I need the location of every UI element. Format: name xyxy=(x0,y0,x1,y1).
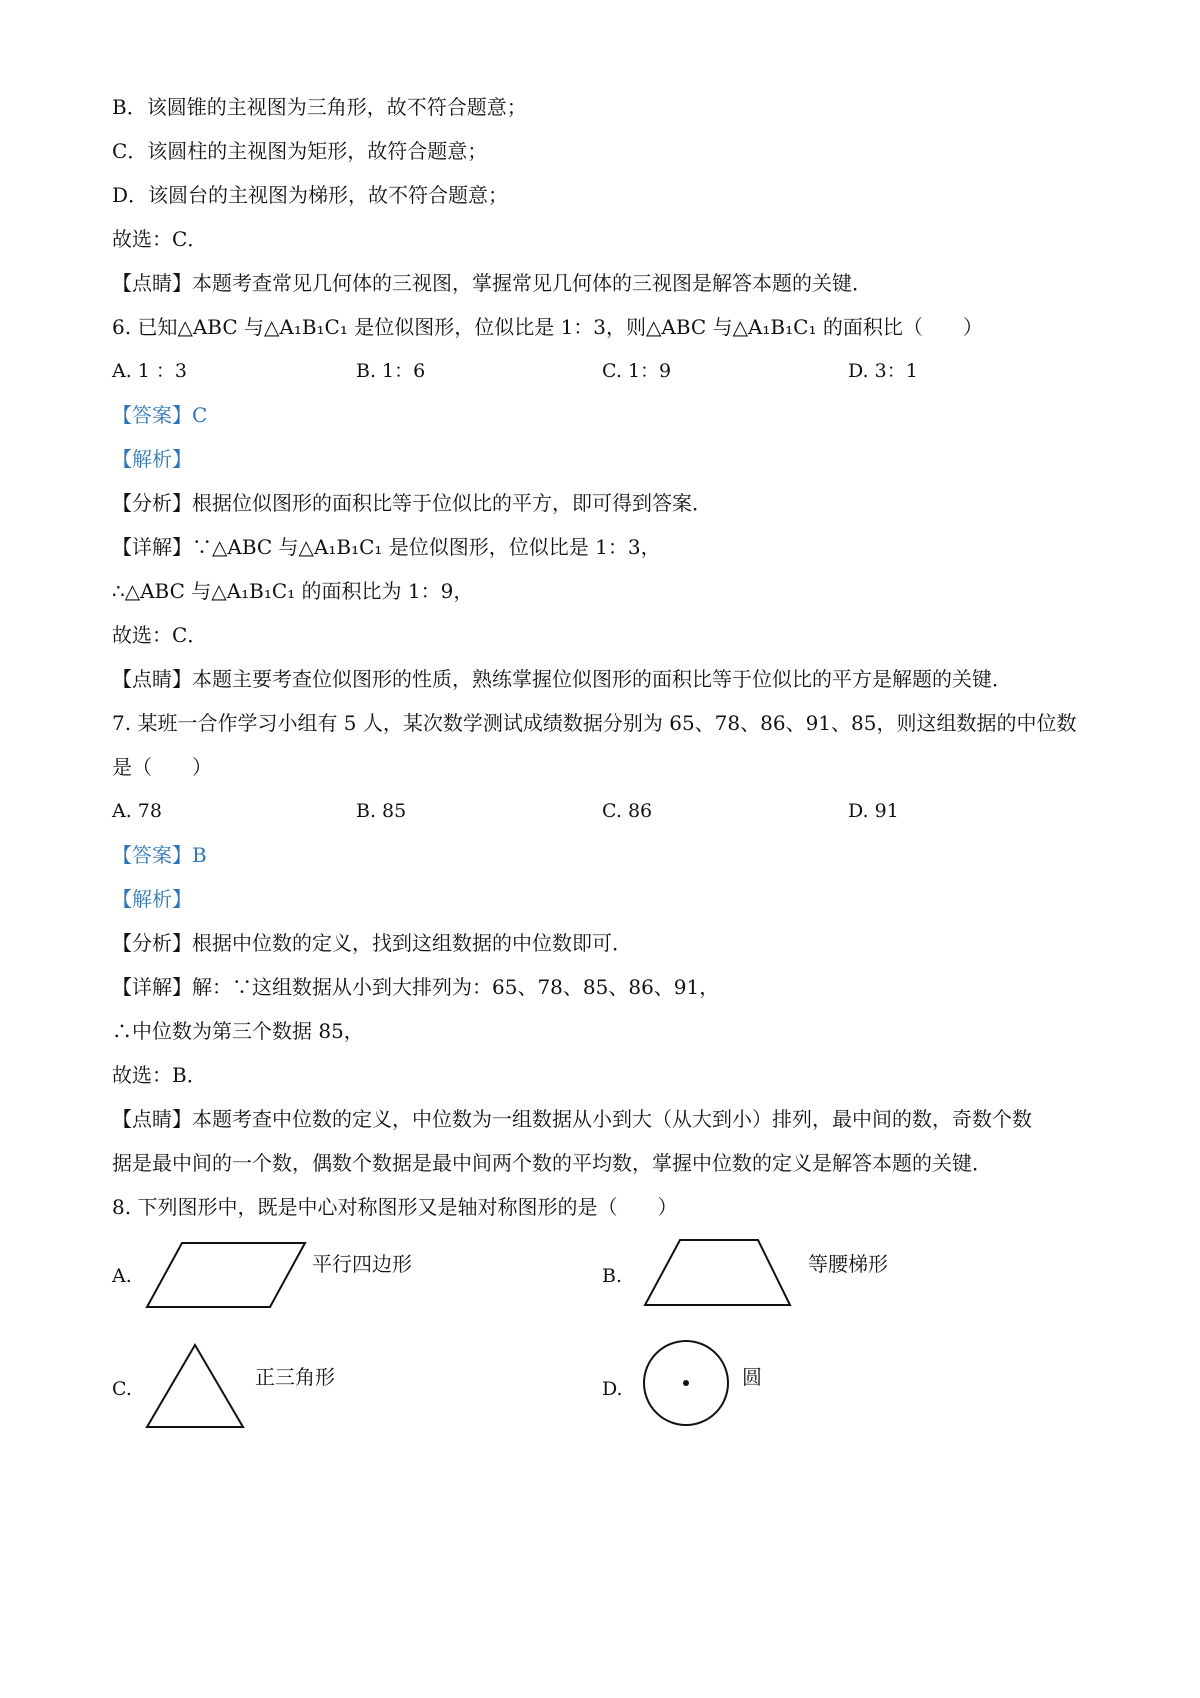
q7-option-a: A. 78 xyxy=(112,800,162,822)
q6-option-a: A. 1 ：3 xyxy=(112,360,188,382)
q6-choice: 故选：C． xyxy=(112,623,208,647)
comment-line: 【点睛】本题考查常见几何体的三视图，掌握常见几何体的三视图是解答本题的关键． xyxy=(112,271,872,295)
q7-detail: 【详解】解：∵这组数据从小到大排列为：65、78、85、86、91， xyxy=(112,975,720,999)
q7-comment-1: 【点睛】本题考查中位数的定义，中位数为一组数据从小到大（从大到小）排列，最中间的数，奇数个数 xyxy=(112,1107,1032,1131)
q8-option-c-letter: C. xyxy=(112,1378,132,1400)
question-7: 7. 某班一合作学习小组有 5 人，某次数学测试成绩数据分别为 65、78、86、91、85，则这组数据的中位数 xyxy=(112,711,1077,735)
q8-option-a-letter: A. xyxy=(112,1265,132,1287)
q6-option-c: C. 1：9 xyxy=(602,360,672,382)
q8-option-b-label: 等腰梯形 xyxy=(808,1252,888,1276)
q6-answer: 【答案】C xyxy=(112,403,208,427)
q7-option-c: C. 86 xyxy=(602,800,653,822)
q8-option-b-letter: B. xyxy=(602,1265,623,1287)
solution-line-d: D．该圆台的主视图为梯形，故不符合题意； xyxy=(112,183,509,207)
triangle-figure xyxy=(147,1345,243,1427)
q6-analysis: 【分析】根据位似图形的面积比等于位似比的平方，即可得到答案． xyxy=(112,491,712,515)
q6-option-d: D. 3：1 xyxy=(848,360,918,382)
q8-option-a-label: 平行四边形 xyxy=(312,1252,412,1276)
parallelogram-figure xyxy=(147,1243,305,1307)
q7-analysis: 【分析】根据中位数的定义，找到这组数据的中位数即可． xyxy=(112,931,632,955)
q7-option-d: D. 91 xyxy=(848,800,899,822)
q7-choice: 故选：B． xyxy=(112,1063,207,1087)
trapezoid-figure xyxy=(645,1240,790,1305)
q7-comment-2: 据是最中间的一个数，偶数个数据是最中间两个数的平均数，掌握中位数的定义是解答本题的关键． xyxy=(112,1151,992,1175)
q7-answer: 【答案】B xyxy=(112,843,207,867)
q6-therefore: ∴△ABC 与△A₁B₁C₁ 的面积比为 1：9， xyxy=(112,579,474,603)
question-7-cont: 是（ ） xyxy=(112,755,212,779)
q6-analysis-heading: 【解析】 xyxy=(112,447,192,471)
q6-option-b: B. 1：6 xyxy=(356,360,426,382)
q7-therefore: ∴中位数为第三个数据 85， xyxy=(112,1019,364,1043)
q8-option-d-letter: D. xyxy=(602,1378,623,1400)
q7-analysis-heading: 【解析】 xyxy=(112,887,192,911)
question-6: 6. 已知△ABC 与△A₁B₁C₁ 是位似图形，位似比是 1：3，则△ABC 与△A₁B₁C₁ 的面积比（ ） xyxy=(112,315,983,339)
solution-line-c: C．该圆柱的主视图为矩形，故符合题意； xyxy=(112,139,488,163)
solution-line-b: B．该圆锥的主视图为三角形，故不符合题意； xyxy=(112,95,527,119)
q8-option-c-label: 正三角形 xyxy=(255,1365,335,1389)
q7-option-b: B. 85 xyxy=(356,800,407,822)
circle-center-dot xyxy=(683,1380,689,1386)
q6-comment: 【点睛】本题主要考查位似图形的性质，熟练掌握位似图形的面积比等于位似比的平方是解题的关键． xyxy=(112,667,1012,691)
choice-line: 故选：C． xyxy=(112,227,208,251)
question-8: 8. 下列图形中，既是中心对称图形又是轴对称图形的是（ ） xyxy=(112,1195,678,1219)
q6-detail: 【详解】∵△ABC 与△A₁B₁C₁ 是位似图形，位似比是 1：3， xyxy=(112,535,661,559)
q8-option-d-label: 圆 xyxy=(742,1365,762,1389)
